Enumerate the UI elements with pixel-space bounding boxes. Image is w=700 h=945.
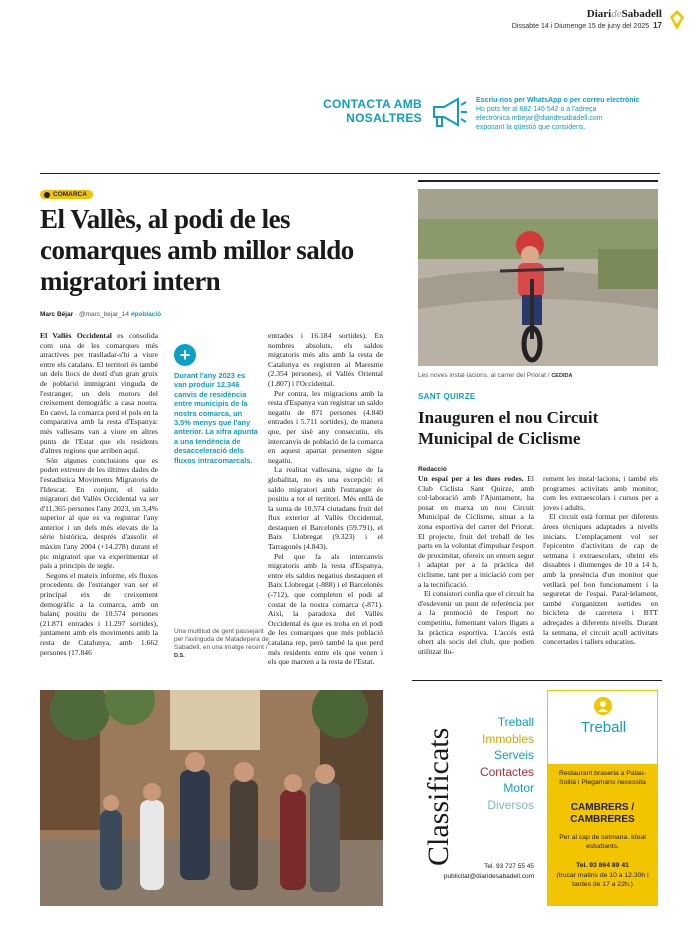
author-handle: @marc_bejar_14 bbox=[79, 311, 129, 318]
photo-caption: Una multitud de gent passejant per l'avinguda de Matadepera de Sabadell, en una imatge recent / D.S. bbox=[174, 628, 269, 659]
category-immobles[interactable]: Immobles bbox=[481, 731, 534, 746]
paragraph: Per contra, les migracions amb la resta d'Espanya van registrar un saldo negatiu de 871 persones (4.840 entrades i 5.711 sortides), de manera que, per sisè any consecutiu, els intercanvis de població de la comarca en aquest apartat presenten signe negatiu. bbox=[268, 388, 383, 465]
contact-title: CONTACTA AMB NOSALTRES bbox=[323, 97, 422, 125]
paragraph: Segons el mateix informe, els fluxos procedents de l'estranger van ser el principal eix de creixement demogràfic a la comarca, amb un balanç positiu de 10.574 persones (21.871 entrades i 11.297 sortides), juntament amb els moviments amb la resta de Catalunya, amb 1.662 persones (17.846 bbox=[40, 570, 158, 657]
lead-phrase: El Vallès Occidental bbox=[40, 331, 112, 340]
treball-panel bbox=[547, 690, 658, 906]
highlight-box: Durant l'any 2023 es van produir 12.346 canvis de residència entre municipis de la nostra comarca, un 3,5% menys que l'any anterior. La xifra apunta a una tendència de desacceleració dels fluxos intracomarcals. bbox=[174, 371, 258, 465]
ad-hours: (trucar matins de 10 a 12.30h i tardes de 17 a 22h.) bbox=[556, 872, 649, 888]
section-kicker: COMARCA bbox=[40, 190, 93, 199]
ad-intro: Restaurant braseria a Palau-Solità i Plegamans necessita bbox=[559, 770, 646, 786]
main-column-3 bbox=[268, 331, 383, 667]
author-name: Marc Béjar bbox=[40, 311, 74, 318]
main-column-1 bbox=[40, 331, 158, 657]
classifieds-contact bbox=[443, 862, 534, 882]
paragraph: es consolida com una de les comarques més atractives per traslladar-s'hi a viure entre els catalans. El territori és també un dels llocs de destí d'un gran gruix de població immigrant vinguda de l'estranger, un dels motors del creixement demogràfic a casa nostra. En canvi, la comarca perd el pols en la comparativa amb la resta d'Espanya: més vallesans van a viure en altres punts de l'Estat que els residents d'altres regions que arriben aquí. bbox=[40, 331, 158, 456]
treball-header bbox=[547, 690, 658, 765]
contact-line-1: Escriu-nos per WhatsApp o per correu electrònic bbox=[476, 97, 640, 104]
megaphone-icon bbox=[428, 95, 468, 131]
photo-credit: D.S. bbox=[174, 653, 185, 659]
paragraph: entrades i 16.184 sortides). En nombres absoluts, els saldos migratoris més alts amb la resta de Catalunya es registren al Maresme (2.354 persones), el Vallès Oriental (1.807) i l'Occidental. bbox=[268, 331, 383, 388]
contact-text bbox=[476, 96, 676, 132]
second-byline: Redacció bbox=[418, 466, 447, 473]
second-column-1 bbox=[418, 474, 534, 656]
diamond-logo-icon bbox=[670, 10, 684, 30]
newspaper-name: DiarideSabadell bbox=[586, 8, 662, 20]
category-diversos[interactable]: Diversos bbox=[487, 797, 534, 812]
category-contactes[interactable]: Contactes bbox=[479, 764, 534, 779]
issue-date: Dissabte 14 i Diumenge 15 de juny del 2025 17 bbox=[511, 21, 662, 30]
ad-job-title: CAMBRERS / CAMBRERES bbox=[570, 802, 635, 825]
top-divider bbox=[40, 173, 660, 174]
classifieds-title-text: Classificats bbox=[422, 727, 455, 866]
category-motor[interactable]: Motor bbox=[503, 781, 534, 795]
ad-phone: Tel. 93 864 89 41 bbox=[576, 862, 629, 869]
plus-icon: + bbox=[174, 344, 196, 366]
contact-line-4: exposant la qüestió que consideris. bbox=[476, 124, 586, 131]
second-kicker: SANT QUIRZE bbox=[418, 392, 476, 401]
byline: Marc Béjar · @marc_bejar_14 #població bbox=[40, 311, 162, 318]
cycling-photo bbox=[418, 189, 658, 366]
paragraph: El consistori confia que el circuit ha d'esdevenir un punt de referència per a la promoció de l'esport no competitiu, fomentant valors lligats a la pràctica esportiva. L'accés està obert als socis del club, que podien utilitzar llu- bbox=[418, 589, 534, 656]
classifieds-email[interactable]: publicitat@diaridesabadell.com bbox=[443, 873, 534, 880]
page-number: 17 bbox=[653, 21, 662, 30]
lead-phrase: Un espai per a les dues rodes. bbox=[418, 474, 524, 483]
street-photo bbox=[40, 690, 383, 906]
worker-icon bbox=[594, 697, 612, 715]
ad-detail: Per al cap de setmana. Ideal estudiants. bbox=[559, 834, 646, 850]
paragraph: El Club Ciclista Sant Quirze, amb col·laboració amb l'Ajuntament, ha posat en marxa un nou Circuit Municipal de Ciclisme, situat a la zona esportiva del carrer del Priorat. El projecte, fruit del treball de les parts en la voluntat d'impulsar l'esport de proximitat, ofereix un entorn segur i adaptat per a la pràctica del ciclisme, tant per a iniciació com per a la tecnificació. bbox=[418, 474, 534, 589]
masthead bbox=[512, 8, 662, 30]
hashtag: #població bbox=[130, 311, 162, 318]
main-headline: El Vallès, al podi de les comarques amb millor saldo migratori intern bbox=[40, 204, 354, 296]
paragraph: Són algunes conclusions que es poden extreure de les últimes dades de l'estadística Moviments Migratoris de l'Idescat. En conjunt, el saldo migratori del Vallès Occidental va ser d'11.365 persones l'any 2023, un 3,4% superior al que es va registrar l'any anterior i un dels més elevats de la sèrie històrica, després d'assolir el màxim l'any 2004 (+14.278) durant el pic migratori que va experimentar el país a principis de segle. bbox=[40, 455, 158, 571]
classifieds-title bbox=[416, 690, 456, 870]
contact-line-2: Ho pots fer al 682 146 542 o a l'adreça bbox=[476, 106, 597, 113]
contact-line-3: electrònica mbejar@diaridesabadell.com bbox=[476, 115, 603, 122]
paragraph: rement les instal·lacions, i també els programes activitats amb monitor, com les extraescolars i cursos per a joves i adults. bbox=[543, 474, 658, 512]
classifieds-categories bbox=[462, 714, 534, 813]
paragraph: El circuit està format per diferents àrees tècniques adaptades a nivells iniciats. L'emplaçament vol ser l'epicentre d'activitats de cap de setmana i extraescolars, obrint els dissabtes i diumenges de 10 a 14 h, amb la presència d'un monitor que vetllarà pel bon funcionament i la seguretat de l'espai. Paral·lelament, també s'organitzen sortides en bicicleta de carretera i BTT adreçades a diferents nivells. Durant la setmana, el circuit acull activitats concertades i tallers educatius. bbox=[543, 512, 658, 647]
right-column-divider bbox=[418, 180, 658, 182]
second-column-2 bbox=[543, 474, 658, 647]
paragraph: Pel que fa als intercanvis migratoris amb la resta d'Espanya, entre els saldos negatius destaquen el Baix Llobregat (-888) i el Barcelonès (-712), que completen el podi al costat de la nostra comarca (-871). Així, la paradoxa del Vallès Occidental és que es troba en el podi de les comarques que més població catalana rep, però també la que perd més residents entre els que venen i els que marxen a la resta de l'Estat. bbox=[268, 551, 383, 667]
paragraph: La realitat vallesana, signe de la globalitat, no és una excepció: el saldo migratori amb l'estranger és positiu a tot el territori. Més enllà de la suma de 10.574 ciutadans fruit del flux exterior al Vallès Occidental, destaquen el Barcelonès (59.791), el Baix Llobregat (9.323) i el Tarragonès (4.843). bbox=[268, 465, 383, 552]
cycling-photo-caption: Les noves instal·lacions, al carrer del Priorat / CEDIDA bbox=[418, 372, 573, 379]
category-serveis[interactable]: Serveis bbox=[493, 748, 534, 762]
classifieds-phone: Tel. 93 727 55 45 bbox=[484, 863, 534, 870]
kicker-dot-icon bbox=[44, 192, 50, 198]
treball-title: Treball bbox=[580, 719, 627, 736]
cycling-photo-credit: CEDIDA bbox=[551, 373, 573, 379]
category-treball[interactable]: Treball bbox=[497, 715, 534, 729]
second-headline: Inauguren el nou Circuit Municipal de Ciclisme bbox=[418, 408, 599, 448]
